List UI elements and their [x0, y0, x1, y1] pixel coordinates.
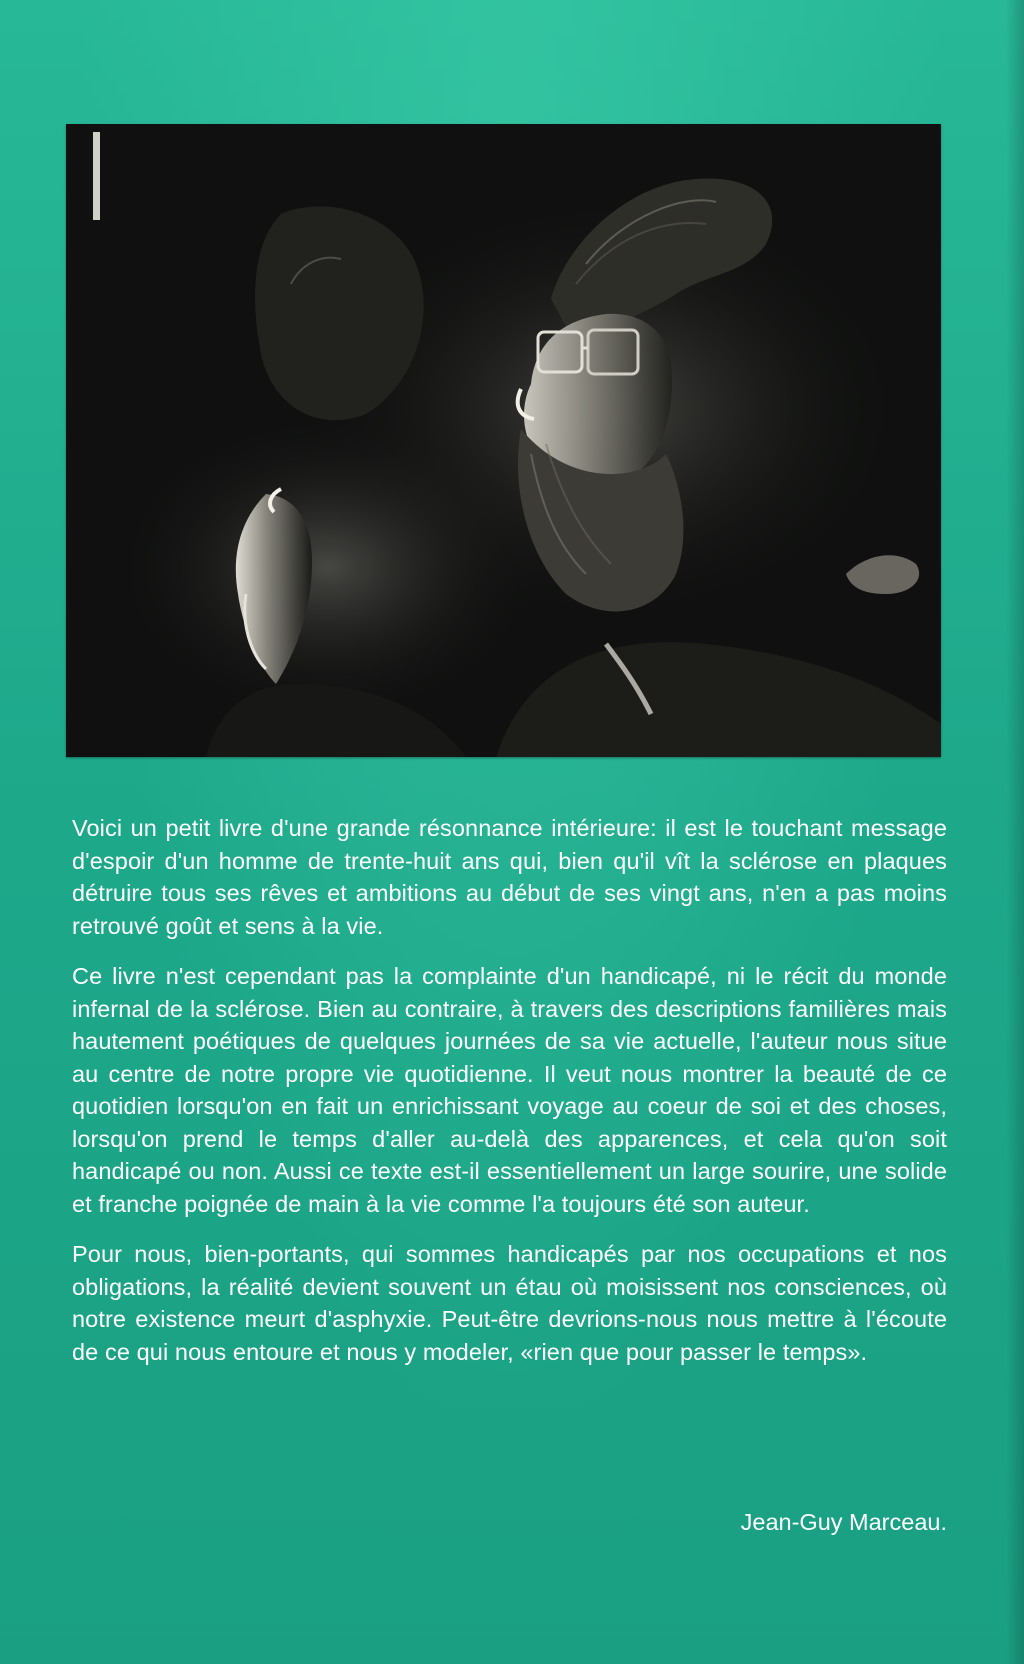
blurb-paragraph-2: Ce livre n'est cependant pas la complainte d'un handicapé, ni le récit du monde infernal de la sclérose. Bien au contraire, à travers des descriptions familières mais hautement poétiques de quelques journées de sa vie actuelle, l'auteur nous situe au centre de notre propre vie quotidienne. Il veut nous montrer la beauté de ce quotidien lorsqu'on en fait un enrichissant voyage au coeur de soi et des choses, lorsqu'on prend le temps d'aller au-delà des apparences, et cela qu'on soit handicapé ou non. Aussi ce texte est-il essentiellement un large sourire, une solide et franche poignée de main à la vie comme l'a toujours été son auteur.	[72, 963, 947, 1217]
blurb-paragraph-3: Pour nous, bien-portants, qui sommes handicapés par nos occupations et nos obligations, la réalité devient souvent un étau où moisissent nos consciences, où notre existence meurt d'asphyxie. Peut-être devrions-nous nous mettre à l'écoute de ce qui nous entoure et nous y modeler, «rien que pour passer le temps».	[72, 1241, 947, 1365]
author-portrait-photo-icon	[66, 124, 941, 757]
author-signature: Jean-Guy Marceau.	[740, 1509, 947, 1535]
blurb-paragraph-1: Voici un petit livre d'une grande résonnance intérieure: il est le touchant message d'espoir d'un homme de trente-huit ans qui, bien qu'il vît la sclérose en plaques détruire tous ses rêves et ambitions au début de ses vingt ans, n'en a pas moins retrouvé goût et sens à la vie.	[72, 815, 947, 939]
author-portrait-photo	[66, 124, 941, 757]
cover-blurb	[72, 812, 947, 1386]
cover-edge-shadow	[1006, 0, 1024, 1664]
